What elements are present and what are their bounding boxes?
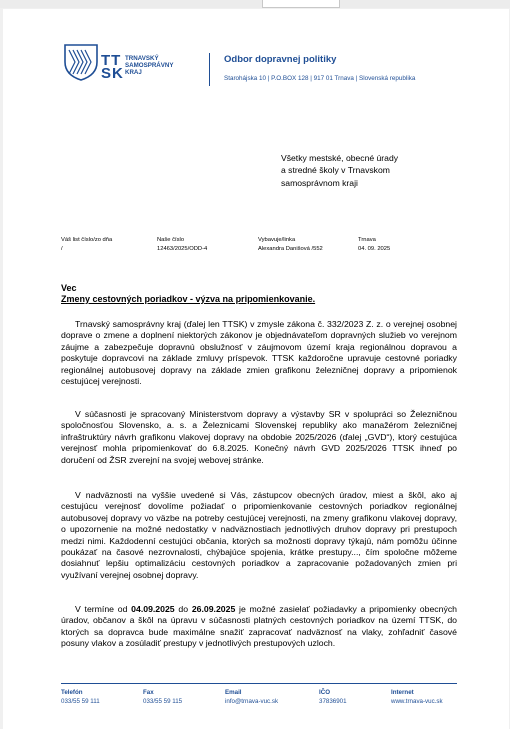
header-divider [209, 53, 210, 86]
footer-label: IČO [319, 689, 331, 696]
department-address: Starohájska 10 | P.O.BOX 128 | 917 01 Trnava | Slovenská republika [224, 75, 416, 82]
footer-label: Internet [391, 689, 414, 696]
document-page [3, 9, 509, 729]
reference-label: Trnava [358, 237, 376, 243]
brand-sk: SK [101, 65, 124, 82]
paragraph-1: Trnavský samosprávny kraj (ďalej len TTSK) v zmysle zákona č. 332/2023 Z. z. o verejnej osobnej doprave o zmene a doplnení niektorých zákonov je objednávateľom dopravných služieb vo verejnom záujme a zabezpečuje dopravnú obslužnosť v záujmovom území kraja regionálnou dopravou a poskytuje dopravcovi na základe zmluvy príspevok. TTSK každoročne upravuje cestovné poriadky regionálnej autobusovej dopravy na základe zmien grafikonu železničnej dopravy a pripomienok cestujúcej verejnosti. [61, 319, 457, 387]
reference-label: Váš list číslo/zo dňa [61, 237, 113, 243]
recipient-line-2: a stredné školy v Trnavskom [281, 165, 390, 176]
footer-ico [319, 688, 347, 706]
deadline-from: 04.09.2025 [131, 604, 175, 614]
subject-line: Zmeny cestovných poriadkov - výzva na pripomienkovanie. [61, 294, 316, 304]
footer-internet [391, 688, 443, 706]
brand-name [125, 55, 173, 76]
footer-value: 37836901 [319, 698, 347, 705]
reference-label: Vybavuje/linka [258, 237, 296, 243]
reference-our-number [157, 236, 207, 254]
reference-label: Naše číslo [157, 237, 185, 243]
footer-value: 033/55 59 111 [61, 698, 100, 705]
recipient-line-1: Všetky mestské, obecné úrady [281, 153, 399, 163]
footer-divider [61, 683, 457, 684]
paragraph-3: V nadväznosti na vyššie uvedené si Vás, zástupcov obecných úradov, miest a škôl, ako aj cestujúcu verejnosť dovolíme požiadať o pripomienkovanie cestovných poriadkov regionálnej autobusovej dopravy vo väzbe na potreby cestujúcej verejnosti, na zmeny grafikonu vlakovej dopravy, o upozornenie na možné nedostatky v nadväznostiach jednotlivých druhov dopravy pri prestupoch medzi nimi. Každodenní cestujúci občania, ktorých sa možnosti dopravy týkajú, nám pomôžu účinne poukázať na časové nezrovnalosti, chýbajúce spojenia, krátke prestupy..., čím spoločne môžeme dosiahnuť lepšiu optimalizáciu cestovných poriadkov a zapracovanie požadovaných zmien pri využívaní verejnej osobnej dopravy. [61, 490, 457, 580]
reference-your-letter [61, 236, 112, 254]
brand-line-3: KRAJ [125, 69, 142, 76]
footer-phone [61, 688, 100, 706]
brand-line-2: SAMOSPRÁVNY [125, 62, 174, 69]
reference-place-date [358, 236, 390, 254]
deadline-to: 26.09.2025 [191, 604, 236, 614]
paragraph-4-mid: do [174, 604, 192, 614]
reference-value: 04. 09. 2025 [358, 246, 391, 252]
brand-line-1: TRNAVSKÝ [125, 55, 159, 62]
department-name: Odbor dopravnej politiky [224, 54, 337, 65]
paragraph-4-prefix: V termíne od [75, 604, 132, 614]
brand-logotype [101, 52, 174, 82]
brand-tt: TT [101, 52, 122, 69]
reference-value: Alexandra Danišová /552 [258, 246, 323, 252]
footer-value: info@trnava-vuc.sk [225, 698, 279, 705]
recipient-block [281, 152, 398, 189]
paragraph-4 [61, 604, 457, 650]
subject-label: Vec [61, 283, 77, 293]
footer-value: www.trnava-vuc.sk [391, 698, 443, 705]
paragraph-4-suffix: je možné zasielať požiadavky a pripomienky obecných úradov, občanov a škôl na úpravu v súčasnosti platných cestovných poriadkov na území TTSK, do ktorých sa dopravca bude maximálne snažiť zapracovať nadväznosť na vlaky, zohľadniť časové posuny vlakov a zosúladiť prestupy v jednotlivých prestupových uzloch. [61, 604, 457, 649]
footer-label: Telefón [61, 689, 83, 696]
footer-value: 033/55 59 115 [143, 698, 183, 705]
reference-value: / [61, 246, 63, 252]
footer-label: Email [225, 689, 242, 696]
viewer-toolbar-tab[interactable] [262, 0, 340, 8]
viewer-toolbar [0, 0, 510, 8]
reference-handled-by [258, 236, 323, 254]
reference-value: 12463/2025/ODD-4 [157, 246, 208, 252]
footer-label: Fax [143, 689, 154, 696]
footer-email [225, 688, 278, 706]
recipient-line-3: samosprávnom kraji [281, 177, 358, 188]
ttsk-crest-icon [61, 42, 101, 82]
footer-fax [143, 688, 182, 706]
paragraph-2: V súčasnosti je spracovaný Ministerstvom dopravy a výstavby SR v spolupráci so Železničnou spoločnosťou Slovensko, a. s. a Železnicami Slovenskej republiky ako manažérom železničnej infraštruktúry návrh grafikonu vlakovej dopravy na obdobie 2025/2026 (ďalej „GVD“), ktorý cestujúca verejnosť mohla pripomienkovať do 6.8.2025. Konečný návrh GVD 2025/2026 TTSK ihneď po doručení od ŽSR zverejní na svojej webovej stránke. [61, 409, 457, 465]
